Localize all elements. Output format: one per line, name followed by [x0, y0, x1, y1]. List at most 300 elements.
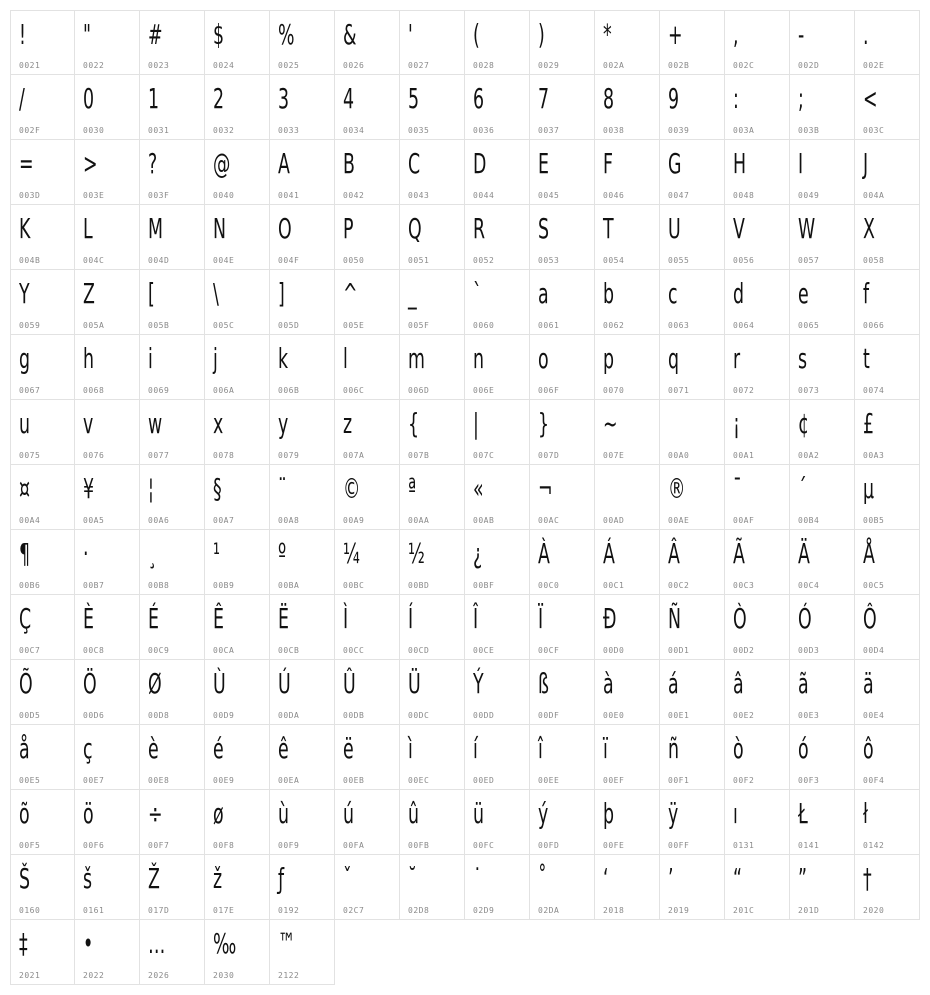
glyph-char: x: [213, 407, 224, 440]
glyph-codepoint: 017E: [213, 906, 235, 915]
glyph-char: r: [733, 342, 741, 375]
glyph-codepoint: 0061: [538, 321, 560, 330]
glyph-codepoint: 00EC: [408, 776, 430, 785]
glyph-cell: [75, 920, 140, 985]
glyph-cell: [725, 465, 790, 530]
glyph-char: ~: [603, 407, 618, 440]
glyph-cell: [855, 660, 920, 725]
glyph-char: #: [148, 18, 163, 51]
glyph-cell: [725, 855, 790, 920]
glyph-codepoint: 00F9: [278, 841, 300, 850]
glyph-codepoint: 007A: [343, 451, 365, 460]
glyph-codepoint: 00F8: [213, 841, 235, 850]
glyph-char: ƒ: [278, 862, 285, 895]
glyph-codepoint: 00F4: [863, 776, 885, 785]
glyph-cell: [725, 75, 790, 140]
glyph-char: ^: [343, 277, 358, 310]
glyph-codepoint: 00B9: [213, 581, 235, 590]
glyph-cell: [465, 75, 530, 140]
glyph-codepoint: 004D: [148, 256, 170, 265]
glyph-codepoint: 0059: [19, 321, 41, 330]
glyph-codepoint: 00A9: [343, 516, 365, 525]
glyph-char: “: [733, 862, 742, 895]
glyph-codepoint: 0025: [278, 61, 300, 70]
glyph-cell: [10, 335, 75, 400]
glyph-char: v: [83, 407, 94, 440]
glyph-codepoint: 00EA: [278, 776, 300, 785]
glyph-codepoint: 00D1: [668, 646, 690, 655]
glyph-codepoint: 00D4: [863, 646, 885, 655]
glyph-char: !: [19, 18, 26, 51]
glyph-cell: [10, 530, 75, 595]
glyph-char: +: [668, 18, 683, 51]
glyph-cell: [530, 530, 595, 595]
glyph-cell: [75, 400, 140, 465]
glyph-char: ‘: [603, 862, 609, 895]
glyph-char: à: [603, 667, 614, 700]
glyph-char: C: [408, 147, 421, 180]
glyph-cell: [270, 270, 335, 335]
glyph-char: Z: [83, 277, 95, 310]
glyph-cell: [465, 595, 530, 660]
glyph-codepoint: 0030: [83, 126, 105, 135]
glyph-codepoint: 00A8: [278, 516, 300, 525]
glyph-cell: [465, 270, 530, 335]
glyph-cell: [530, 725, 595, 790]
glyph-char: Ý: [473, 667, 484, 700]
glyph-codepoint: 00DA: [278, 711, 300, 720]
glyph-char: â: [733, 667, 744, 700]
glyph-codepoint: 00A1: [733, 451, 755, 460]
glyph-char: å: [19, 732, 30, 765]
glyph-char: µ: [863, 472, 875, 505]
glyph-codepoint: 00CD: [408, 646, 430, 655]
glyph-cell: [790, 400, 855, 465]
glyph-cell: [140, 465, 205, 530]
glyph-cell: [400, 660, 465, 725]
glyph-cell: [855, 140, 920, 205]
glyph-codepoint: 00F3: [798, 776, 820, 785]
glyph-cell: [140, 725, 205, 790]
glyph-codepoint: 0027: [408, 61, 430, 70]
glyph-codepoint: 00EB: [343, 776, 365, 785]
glyph-codepoint: 005C: [213, 321, 235, 330]
glyph-cell: [660, 855, 725, 920]
glyph-char: g: [19, 342, 31, 375]
glyph-cell: [140, 270, 205, 335]
glyph-char: ó: [798, 732, 809, 765]
glyph-cell: [335, 140, 400, 205]
glyph-cell: [790, 205, 855, 270]
glyph-codepoint: 0028: [473, 61, 495, 70]
glyph-char: H: [733, 147, 747, 180]
glyph-char: ®: [668, 472, 686, 505]
glyph-codepoint: 2019: [668, 906, 690, 915]
glyph-cell: [660, 335, 725, 400]
glyph-char: 2: [213, 82, 225, 115]
glyph-codepoint: 0031: [148, 126, 170, 135]
glyph-cell: [855, 465, 920, 530]
glyph-char: n: [473, 342, 485, 375]
glyph-cell: [660, 595, 725, 660]
glyph-codepoint: 0076: [83, 451, 105, 460]
glyph-codepoint: 0161: [83, 906, 105, 915]
glyph-char: ¬: [538, 472, 553, 505]
glyph-char: z: [343, 407, 353, 440]
glyph-codepoint: 00F1: [668, 776, 690, 785]
glyph-char: š: [83, 862, 93, 895]
glyph-cell: [400, 205, 465, 270]
glyph-char: é: [213, 732, 224, 765]
glyph-char: G: [668, 147, 682, 180]
glyph-char: ¤: [19, 472, 31, 505]
glyph-char: õ: [19, 797, 30, 830]
glyph-codepoint: 00FE: [603, 841, 625, 850]
glyph-cell: [205, 270, 270, 335]
glyph-char: ": [83, 18, 91, 51]
glyph-cell: [270, 10, 335, 75]
glyph-char: ä: [863, 667, 874, 700]
glyph-cell: [10, 75, 75, 140]
glyph-codepoint: 0078: [213, 451, 235, 460]
glyph-char: ÿ: [668, 797, 679, 830]
glyph-char: ¿: [473, 537, 483, 570]
glyph-char: Ü: [408, 667, 421, 700]
glyph-codepoint: 0052: [473, 256, 495, 265]
glyph-codepoint: 0023: [148, 61, 170, 70]
glyph-char: ù: [278, 797, 290, 830]
glyph-codepoint: 007B: [408, 451, 430, 460]
glyph-cell: [10, 205, 75, 270]
glyph-codepoint: 0050: [343, 256, 365, 265]
glyph-char: ô: [863, 732, 874, 765]
glyph-char: Ì: [343, 602, 349, 635]
glyph-cell: [75, 530, 140, 595]
glyph-char: P: [343, 212, 354, 245]
glyph-char: ¶: [19, 537, 31, 570]
glyph-codepoint: 00B7: [83, 581, 105, 590]
glyph-char: m: [408, 342, 425, 375]
glyph-codepoint: 00D3: [798, 646, 820, 655]
glyph-codepoint: 0142: [863, 841, 885, 850]
glyph-codepoint: 0057: [798, 256, 820, 265]
glyph-cell: [335, 595, 400, 660]
glyph-cell: [855, 530, 920, 595]
glyph-codepoint: 00FB: [408, 841, 430, 850]
glyph-char: }: [538, 407, 550, 440]
glyph-codepoint: 0063: [668, 321, 690, 330]
glyph-char: ê: [278, 732, 289, 765]
glyph-char: Ø: [148, 667, 162, 700]
glyph-char: |: [473, 407, 479, 440]
glyph-char: R: [473, 212, 486, 245]
glyph-codepoint: 00DC: [408, 711, 430, 720]
glyph-char: *: [603, 18, 612, 51]
glyph-cell: [595, 595, 660, 660]
glyph-char: _: [408, 277, 417, 310]
glyph-cell: [790, 855, 855, 920]
glyph-char: º: [278, 537, 287, 570]
glyph-cell: [75, 140, 140, 205]
glyph-char: c: [668, 277, 678, 310]
glyph-char: d: [733, 277, 745, 310]
glyph-cell: [10, 140, 75, 205]
glyph-char: ´: [798, 472, 807, 505]
glyph-char: ã: [798, 667, 809, 700]
glyph-char: ¢: [798, 407, 810, 440]
glyph-char: Ä: [798, 537, 810, 570]
glyph-codepoint: 00A6: [148, 516, 170, 525]
glyph-codepoint: 00CA: [213, 646, 235, 655]
glyph-char: ñ: [668, 732, 680, 765]
glyph-codepoint: 0029: [538, 61, 560, 70]
glyph-cell: [660, 205, 725, 270]
glyph-char: Á: [603, 537, 615, 570]
glyph-cell: [140, 530, 205, 595]
glyph-cell: [725, 595, 790, 660]
glyph-char: ö: [83, 797, 94, 830]
glyph-cell: [75, 660, 140, 725]
glyph-cell: [595, 660, 660, 725]
glyph-cell: [855, 595, 920, 660]
glyph-char: Ã: [733, 537, 745, 570]
glyph-codepoint: 00C0: [538, 581, 560, 590]
glyph-char: h: [83, 342, 95, 375]
glyph-codepoint: 0039: [668, 126, 690, 135]
glyph-char: ·: [83, 537, 89, 570]
glyph-char: 8: [603, 82, 615, 115]
glyph-char: Š: [19, 862, 31, 895]
glyph-codepoint: 00FD: [538, 841, 560, 850]
glyph-cell: [400, 270, 465, 335]
glyph-cell: [205, 725, 270, 790]
glyph-char: ï: [603, 732, 608, 765]
glyph-cell: [855, 790, 920, 855]
glyph-char: •: [83, 927, 94, 960]
glyph-cell: [530, 205, 595, 270]
glyph-char: j: [213, 342, 218, 375]
glyph-codepoint: 0065: [798, 321, 820, 330]
glyph-codepoint: 0068: [83, 386, 105, 395]
glyph-codepoint: 0067: [19, 386, 41, 395]
glyph-cell: [270, 75, 335, 140]
glyph-cell: [725, 660, 790, 725]
glyph-cell: [530, 855, 595, 920]
glyph-char: Ç: [19, 602, 32, 635]
glyph-cell: [205, 140, 270, 205]
glyph-cell: [75, 335, 140, 400]
glyph-cell: [595, 10, 660, 75]
glyph-codepoint: 00D2: [733, 646, 755, 655]
glyph-cell: [790, 660, 855, 725]
glyph-cell: [335, 75, 400, 140]
glyph-codepoint: 0072: [733, 386, 755, 395]
glyph-codepoint: 00A7: [213, 516, 235, 525]
glyph-char: =: [19, 147, 34, 180]
glyph-codepoint: 00A2: [798, 451, 820, 460]
glyph-codepoint: 003E: [83, 191, 105, 200]
glyph-cell: [400, 400, 465, 465]
glyph-char: /: [19, 82, 25, 115]
glyph-char: l: [343, 342, 348, 375]
glyph-cell: [855, 75, 920, 140]
glyph-codepoint: 0060: [473, 321, 495, 330]
glyph-codepoint: 004B: [19, 256, 41, 265]
glyph-cell: [75, 595, 140, 660]
glyph-cell: [270, 660, 335, 725]
glyph-codepoint: 0036: [473, 126, 495, 135]
glyph-cell: [595, 400, 660, 465]
glyph-cell: [75, 75, 140, 140]
glyph-char: <: [863, 82, 878, 115]
glyph-codepoint: 0160: [19, 906, 41, 915]
glyph-codepoint: 006E: [473, 386, 495, 395]
glyph-char: ’: [668, 862, 674, 895]
glyph-cell: [855, 855, 920, 920]
glyph-codepoint: 0040: [213, 191, 235, 200]
glyph-codepoint: 002D: [798, 61, 820, 70]
glyph-char: K: [19, 212, 31, 245]
glyph-char: ': [408, 18, 413, 51]
glyph-cell: [10, 920, 75, 985]
glyph-cell: [790, 335, 855, 400]
glyph-codepoint: 0055: [668, 256, 690, 265]
glyph-codepoint: 02D8: [408, 906, 430, 915]
glyph-codepoint: 005B: [148, 321, 170, 330]
glyph-char: %: [278, 18, 295, 51]
glyph-char: Û: [343, 667, 356, 700]
glyph-cell: [270, 205, 335, 270]
glyph-codepoint: 00BF: [473, 581, 495, 590]
glyph-char: Y: [19, 277, 30, 310]
glyph-char: ¥: [83, 472, 95, 505]
glyph-codepoint: 007D: [538, 451, 560, 460]
glyph-char: e: [798, 277, 809, 310]
glyph-char: ˘: [408, 862, 417, 895]
glyph-codepoint: 002A: [603, 61, 625, 70]
glyph-char: Ð: [603, 602, 617, 635]
glyph-cell: [400, 855, 465, 920]
glyph-cell: [140, 790, 205, 855]
glyph-char: ý: [538, 797, 549, 830]
glyph-char: ½: [408, 537, 425, 570]
glyph-char: ˇ: [343, 862, 352, 895]
glyph-codepoint: 00C3: [733, 581, 755, 590]
glyph-codepoint: 0064: [733, 321, 755, 330]
glyph-cell: [335, 660, 400, 725]
glyph-codepoint: 00A4: [19, 516, 41, 525]
glyph-cell: [855, 270, 920, 335]
glyph-codepoint: 0035: [408, 126, 430, 135]
glyph-codepoint: 00C2: [668, 581, 690, 590]
glyph-char: &: [343, 18, 357, 51]
glyph-char: ¨: [278, 472, 287, 505]
glyph-char: Ò: [733, 602, 747, 635]
glyph-codepoint: 00C5: [863, 581, 885, 590]
glyph-cell: [75, 205, 140, 270]
glyph-char: Ł: [798, 797, 808, 830]
glyph-codepoint: 007E: [603, 451, 625, 460]
glyph-char: \: [213, 277, 219, 310]
glyph-cell: [595, 465, 660, 530]
glyph-codepoint: 002C: [733, 61, 755, 70]
glyph-cell: [140, 400, 205, 465]
glyph-cell: [335, 725, 400, 790]
glyph-codepoint: 0038: [603, 126, 625, 135]
glyph-codepoint: 0047: [668, 191, 690, 200]
glyph-char: :: [733, 82, 739, 115]
glyph-char: ž: [213, 862, 223, 895]
glyph-codepoint: 0034: [343, 126, 365, 135]
glyph-codepoint: 201D: [798, 906, 820, 915]
glyph-codepoint: 00F6: [83, 841, 105, 850]
glyph-char: 0: [83, 82, 95, 115]
glyph-cell: [530, 140, 595, 205]
glyph-codepoint: 02DA: [538, 906, 560, 915]
glyph-codepoint: 02C7: [343, 906, 365, 915]
glyph-codepoint: 2030: [213, 971, 235, 980]
glyph-codepoint: 0051: [408, 256, 430, 265]
glyph-char: ¯: [733, 472, 742, 505]
glyph-cell: [335, 855, 400, 920]
glyph-char: -: [798, 18, 805, 51]
glyph-char: {: [408, 407, 420, 440]
glyph-char: [668, 406, 674, 442]
glyph-cell: [270, 335, 335, 400]
glyph-cell: [595, 725, 660, 790]
glyph-cell: [530, 660, 595, 725]
glyph-codepoint: 0192: [278, 906, 300, 915]
glyph-cell: [530, 270, 595, 335]
glyph-codepoint: 00E1: [668, 711, 690, 720]
glyph-char: ;: [798, 82, 804, 115]
glyph-cell: [465, 205, 530, 270]
glyph-cell: [725, 725, 790, 790]
glyph-codepoint: 005E: [343, 321, 365, 330]
glyph-char: ª: [408, 472, 417, 505]
glyph-cell: [660, 660, 725, 725]
glyph-cell: [205, 920, 270, 985]
glyph-char: ,: [733, 18, 739, 51]
glyph-cell: [75, 465, 140, 530]
glyph-char: è: [148, 732, 159, 765]
glyph-codepoint: 0062: [603, 321, 625, 330]
glyph-cell: [595, 790, 660, 855]
glyph-char: Ñ: [668, 602, 681, 635]
glyph-codepoint: 00B6: [19, 581, 41, 590]
glyph-codepoint: 0042: [343, 191, 365, 200]
glyph-codepoint: 0069: [148, 386, 170, 395]
glyph-char: >: [83, 147, 98, 180]
glyph-cell: [595, 205, 660, 270]
glyph-cell: [790, 75, 855, 140]
glyph-cell: [140, 140, 205, 205]
glyph-cell: [400, 595, 465, 660]
glyph-cell: [725, 530, 790, 595]
glyph-codepoint: 004C: [83, 256, 105, 265]
glyph-char: À: [538, 537, 550, 570]
glyph-cell: [725, 205, 790, 270]
glyph-cell: [465, 790, 530, 855]
glyph-char: ©: [343, 472, 361, 505]
glyph-cell: [660, 75, 725, 140]
glyph-cell: [855, 10, 920, 75]
glyph-codepoint: 00CE: [473, 646, 495, 655]
glyph-char: ì: [408, 732, 413, 765]
glyph-cell: [595, 530, 660, 595]
glyph-cell: [10, 10, 75, 75]
glyph-cell: [205, 465, 270, 530]
